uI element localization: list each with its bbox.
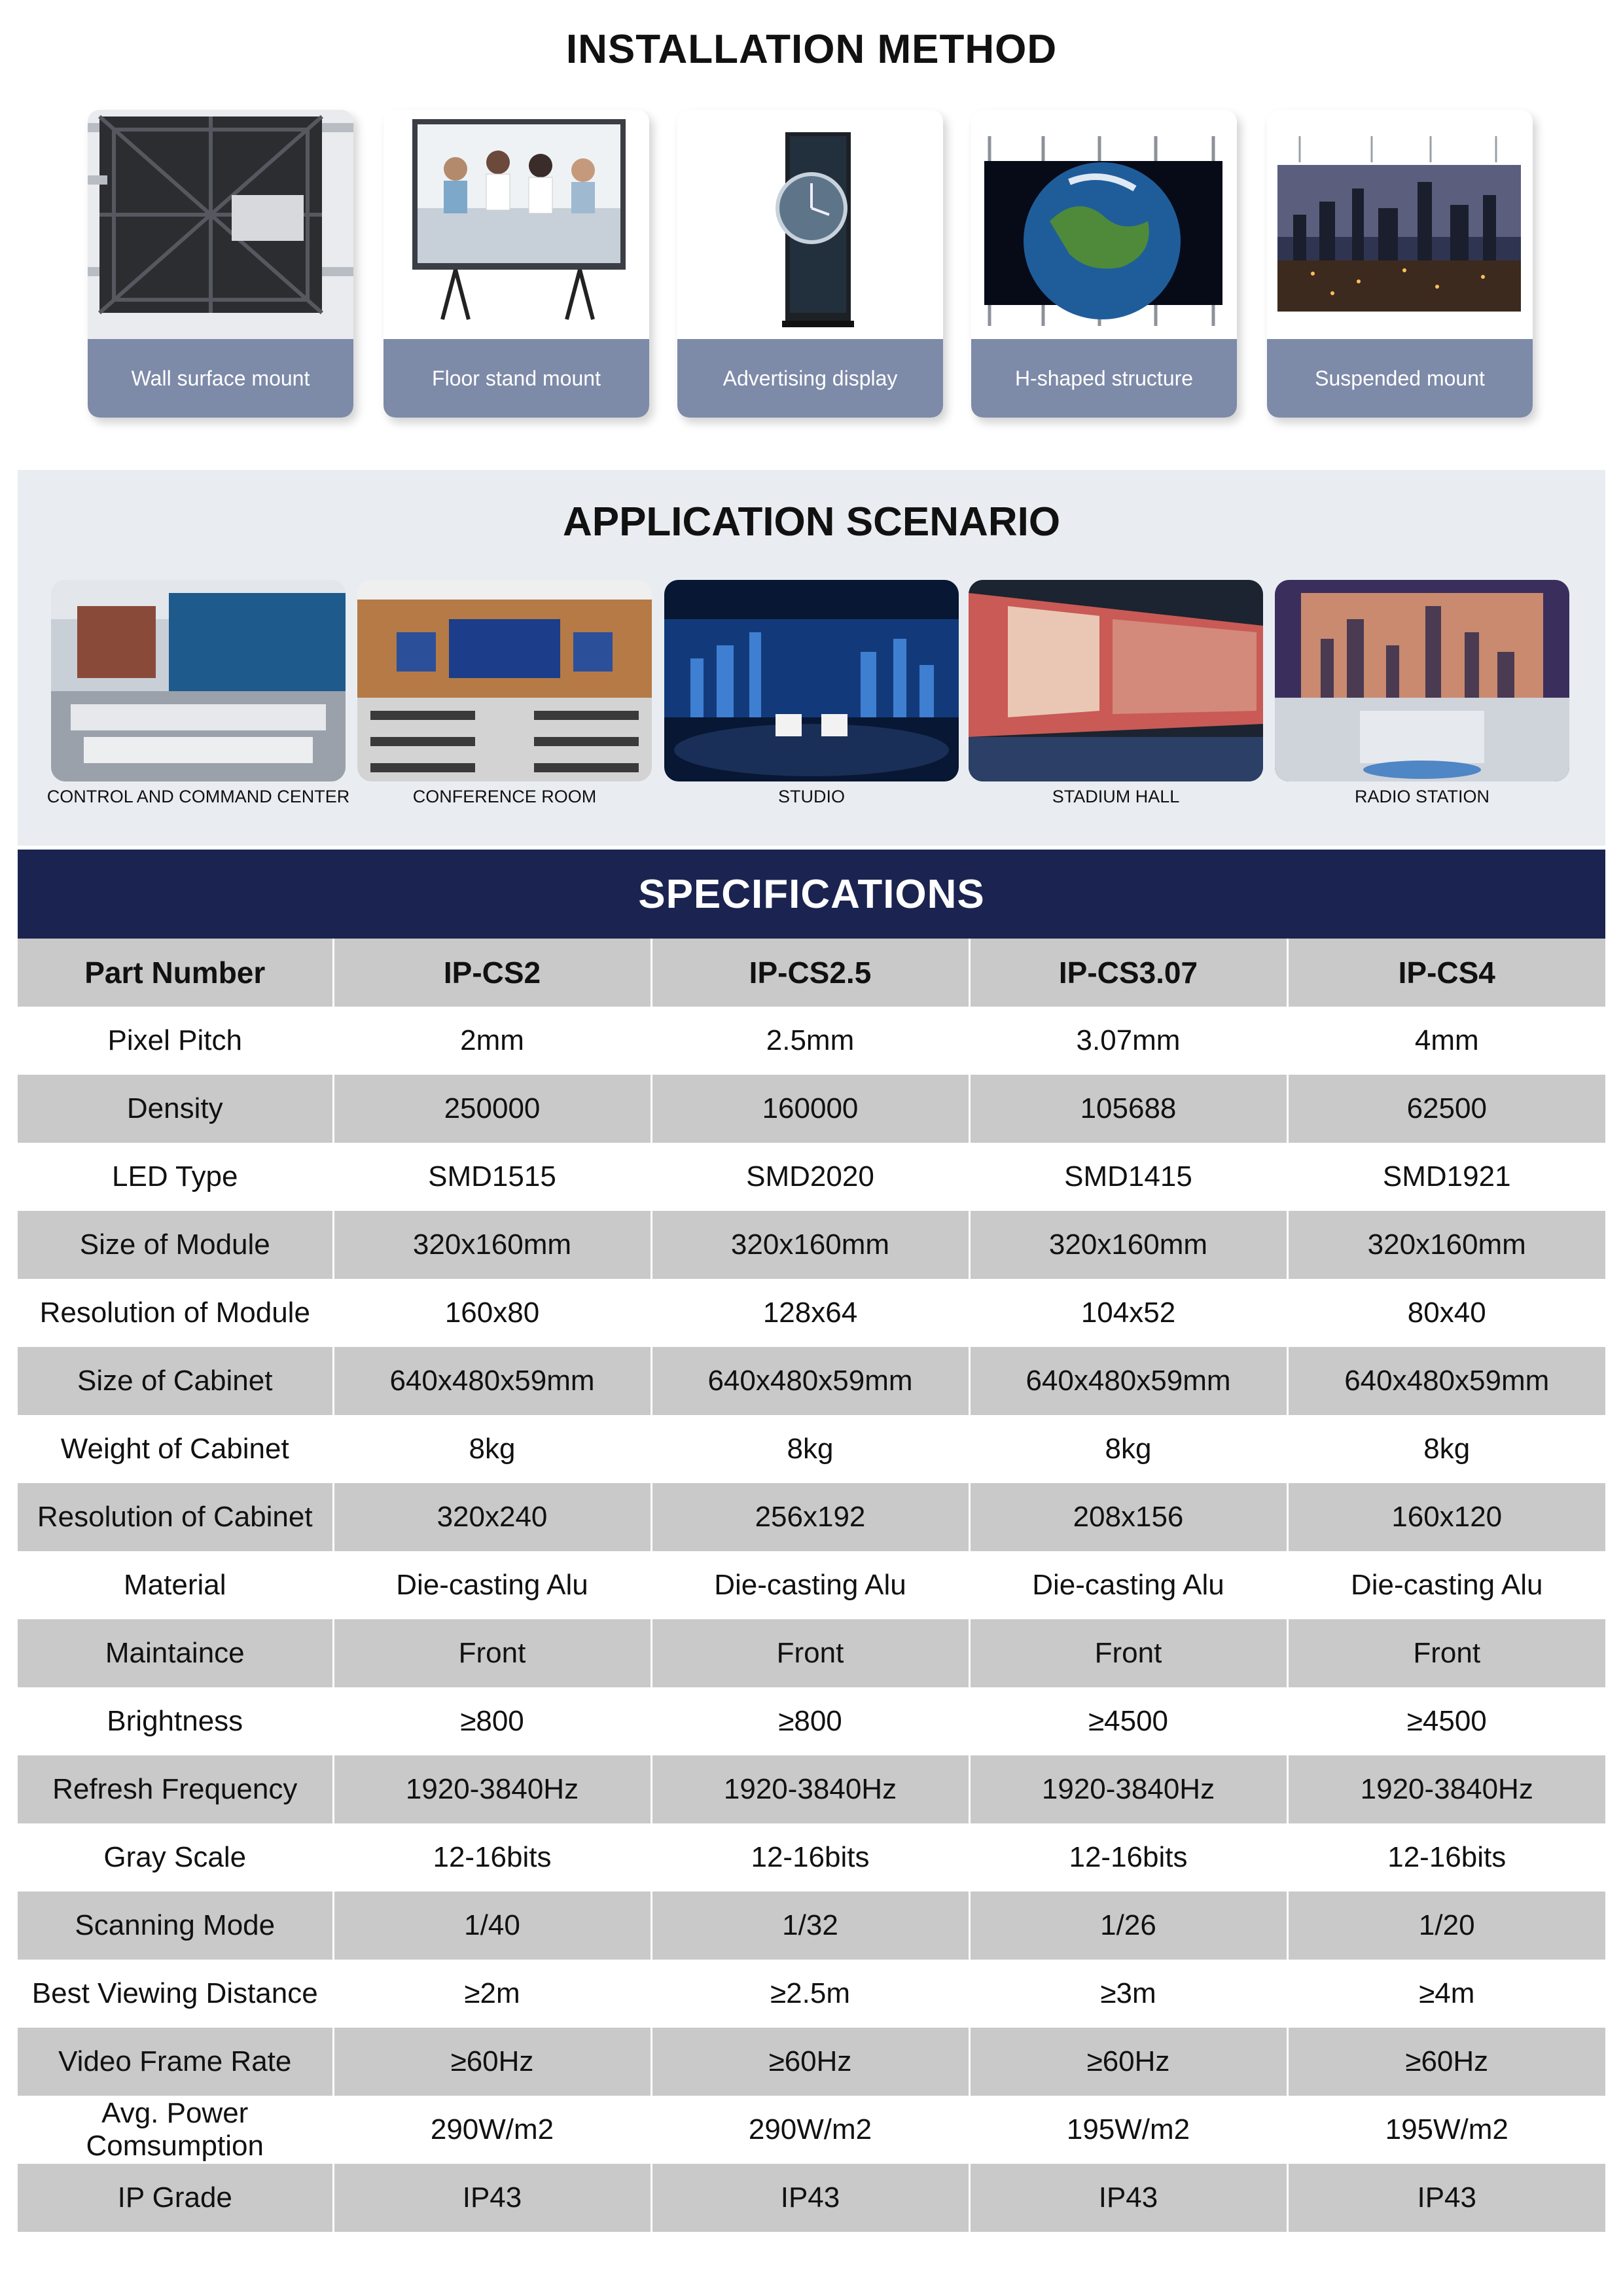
- spec-value-cell: ≥4500: [1287, 1687, 1605, 1755]
- spec-row-label: Resolution of Module: [18, 1279, 333, 1347]
- table-row: [18, 2096, 1605, 2164]
- table-row: [18, 1619, 1605, 1687]
- table-row: [18, 1075, 1605, 1143]
- table-row: [18, 1415, 1605, 1483]
- spec-value-cell: 12-16bits: [651, 1823, 969, 1892]
- spec-header-cell: IP-CS3.07: [969, 939, 1287, 1007]
- table-row: [18, 1143, 1605, 1211]
- table-row: [18, 1483, 1605, 1551]
- spec-value-cell: 128x64: [651, 1279, 969, 1347]
- spec-value-cell: 8kg: [969, 1415, 1287, 1483]
- spec-value-cell: 1/32: [651, 1892, 969, 1960]
- spec-value-cell: 195W/m2: [1287, 2096, 1605, 2164]
- spec-value-cell: Die-casting Alu: [1287, 1551, 1605, 1619]
- spec-value-cell: 1/40: [333, 1892, 651, 1960]
- spec-value-cell: 208x156: [969, 1483, 1287, 1551]
- spec-header-row: [18, 939, 1605, 1007]
- spec-value-cell: SMD1921: [1287, 1143, 1605, 1211]
- spec-value-cell: 12-16bits: [333, 1823, 651, 1892]
- spec-value-cell: IP43: [1287, 2164, 1605, 2232]
- spec-value-cell: 640x480x59mm: [1287, 1347, 1605, 1415]
- spec-value-cell: IP43: [333, 2164, 651, 2232]
- spec-value-cell: SMD2020: [651, 1143, 969, 1211]
- spec-value-cell: 195W/m2: [969, 2096, 1287, 2164]
- spec-value-cell: Die-casting Alu: [333, 1551, 651, 1619]
- app-label-studio: STUDIO: [777, 787, 845, 806]
- studio-photo-icon: [664, 580, 959, 781]
- spec-value-cell: 290W/m2: [651, 2096, 969, 2164]
- spec-value-cell: 640x480x59mm: [651, 1347, 969, 1415]
- spec-value-cell: 105688: [969, 1075, 1287, 1143]
- install-card-floor: [383, 110, 649, 418]
- table-row: [18, 1279, 1605, 1347]
- spec-value-cell: Front: [1287, 1619, 1605, 1687]
- install-card-advertising: [677, 110, 943, 418]
- install-label-wall: Wall surface mount: [88, 339, 353, 418]
- app-photo-conference-room: [357, 580, 652, 781]
- spec-row-label: Refresh Frequency: [18, 1755, 333, 1823]
- spec-value-cell: 320x160mm: [333, 1211, 651, 1279]
- specifications-table: [18, 939, 1605, 2232]
- spec-value-cell: ≥800: [651, 1687, 969, 1755]
- spec-row-label: Brightness: [18, 1687, 333, 1755]
- spec-row-label: IP Grade: [18, 2164, 333, 2232]
- spec-row-label: Resolution of Cabinet: [18, 1483, 333, 1551]
- specifications-title: SPECIFICATIONS: [18, 850, 1605, 939]
- spec-row-label: Video Frame Rate: [18, 2028, 333, 2096]
- spec-value-cell: 8kg: [651, 1415, 969, 1483]
- spec-value-cell: 12-16bits: [969, 1823, 1287, 1892]
- spec-value-cell: 320x160mm: [969, 1211, 1287, 1279]
- spec-row-label: Best Viewing Distance: [18, 1960, 333, 2028]
- spec-header-cell: IP-CS2: [333, 939, 651, 1007]
- spec-value-cell: ≥2.5m: [651, 1960, 969, 2028]
- application-title: APPLICATION SCENARIO: [562, 499, 1061, 545]
- spec-value-cell: 1/26: [969, 1892, 1287, 1960]
- spec-value-cell: 640x480x59mm: [969, 1347, 1287, 1415]
- floor-stand-photo-icon: [383, 110, 649, 339]
- spec-row-label: Size of Cabinet: [18, 1347, 333, 1415]
- spec-value-cell: 160x80: [333, 1279, 651, 1347]
- app-label-radio-station: RADIO STATION: [1354, 787, 1489, 806]
- table-row: [18, 1687, 1605, 1755]
- table-row: [18, 2028, 1605, 2096]
- spec-value-cell: 80x40: [1287, 1279, 1605, 1347]
- spec-header-cell: IP-CS4: [1287, 939, 1605, 1007]
- spec-value-cell: ≥4500: [969, 1687, 1287, 1755]
- spec-value-cell: 290W/m2: [333, 2096, 651, 2164]
- spec-value-cell: 160000: [651, 1075, 969, 1143]
- spec-value-cell: ≥60Hz: [1287, 2028, 1605, 2096]
- spec-row-label: Size of Module: [18, 1211, 333, 1279]
- spec-value-cell: IP43: [651, 2164, 969, 2232]
- spec-value-cell: Front: [651, 1619, 969, 1687]
- spec-value-cell: ≥2m: [333, 1960, 651, 2028]
- install-card-h-structure: [971, 110, 1237, 418]
- table-row: [18, 1007, 1605, 1075]
- spec-value-cell: 256x192: [651, 1483, 969, 1551]
- spec-value-cell: 320x160mm: [651, 1211, 969, 1279]
- spec-value-cell: 62500: [1287, 1075, 1605, 1143]
- install-label-h-structure: H-shaped structure: [971, 339, 1237, 418]
- wall-mount-photo-icon: [88, 110, 353, 339]
- spec-value-cell: Die-casting Alu: [651, 1551, 969, 1619]
- spec-row-label: Gray Scale: [18, 1823, 333, 1892]
- spec-header-cell: Part Number: [18, 939, 333, 1007]
- spec-row-label: Weight of Cabinet: [18, 1415, 333, 1483]
- app-label-conference-room: CONFERENCE ROOM: [412, 787, 597, 806]
- h-structure-photo-icon: [971, 110, 1237, 339]
- table-row: [18, 1755, 1605, 1823]
- installation-title: INSTALLATION METHOD: [565, 27, 1058, 72]
- spec-value-cell: ≥3m: [969, 1960, 1287, 2028]
- table-row: [18, 1892, 1605, 1960]
- conference-room-photo-icon: [357, 580, 652, 781]
- install-card-wall: [88, 110, 353, 418]
- app-photo-studio: [664, 580, 959, 781]
- spec-header-cell: IP-CS2.5: [651, 939, 969, 1007]
- stadium-hall-photo-icon: [969, 580, 1263, 781]
- app-photo-radio-station: [1275, 580, 1569, 781]
- radio-station-photo-icon: [1275, 580, 1569, 781]
- spec-value-cell: 3.07mm: [969, 1007, 1287, 1075]
- spec-value-cell: IP43: [969, 2164, 1287, 2232]
- spec-row-label: Pixel Pitch: [18, 1007, 333, 1075]
- spec-value-cell: 12-16bits: [1287, 1823, 1605, 1892]
- table-row: [18, 1960, 1605, 2028]
- spec-row-label: Scanning Mode: [18, 1892, 333, 1960]
- spec-value-cell: 1/20: [1287, 1892, 1605, 1960]
- spec-value-cell: ≥60Hz: [333, 2028, 651, 2096]
- app-photo-stadium-hall: [969, 580, 1263, 781]
- spec-value-cell: 1920-3840Hz: [969, 1755, 1287, 1823]
- spec-value-cell: Front: [333, 1619, 651, 1687]
- spec-value-cell: SMD1515: [333, 1143, 651, 1211]
- spec-value-cell: 4mm: [1287, 1007, 1605, 1075]
- spec-row-label: LED Type: [18, 1143, 333, 1211]
- spec-row-label: Maintaince: [18, 1619, 333, 1687]
- app-photo-control-center: [51, 580, 346, 781]
- spec-value-cell: 160x120: [1287, 1483, 1605, 1551]
- spec-value-cell: Die-casting Alu: [969, 1551, 1287, 1619]
- table-row: [18, 2164, 1605, 2232]
- poster-display-photo-icon: [677, 110, 943, 339]
- spec-value-cell: 104x52: [969, 1279, 1287, 1347]
- spec-row-label: Density: [18, 1075, 333, 1143]
- spec-row-label: Material: [18, 1551, 333, 1619]
- spec-value-cell: ≥60Hz: [651, 2028, 969, 2096]
- suspended-mount-photo-icon: [1267, 110, 1533, 339]
- control-center-photo-icon: [51, 580, 346, 781]
- spec-value-cell: ≥4m: [1287, 1960, 1605, 2028]
- spec-value-cell: 250000: [333, 1075, 651, 1143]
- table-row: [18, 1347, 1605, 1415]
- spec-value-cell: 1920-3840Hz: [651, 1755, 969, 1823]
- table-row: [18, 1211, 1605, 1279]
- spec-value-cell: 320x240: [333, 1483, 651, 1551]
- install-card-suspended: [1267, 110, 1533, 418]
- spec-value-cell: 2mm: [333, 1007, 651, 1075]
- spec-value-cell: ≥800: [333, 1687, 651, 1755]
- app-label-stadium-hall: STADIUM HALL: [1052, 787, 1180, 806]
- spec-value-cell: 2.5mm: [651, 1007, 969, 1075]
- app-label-control-center: CONTROL AND COMMAND CENTER: [46, 787, 350, 806]
- spec-value-cell: 8kg: [333, 1415, 651, 1483]
- spec-value-cell: Front: [969, 1619, 1287, 1687]
- spec-row-label: Avg. Power Comsumption: [18, 2096, 333, 2164]
- table-row: [18, 1551, 1605, 1619]
- spec-value-cell: SMD1415: [969, 1143, 1287, 1211]
- spec-value-cell: 320x160mm: [1287, 1211, 1605, 1279]
- spec-value-cell: 1920-3840Hz: [333, 1755, 651, 1823]
- spec-value-cell: 8kg: [1287, 1415, 1605, 1483]
- table-row: [18, 1823, 1605, 1892]
- install-label-suspended: Suspended mount: [1267, 339, 1533, 418]
- spec-value-cell: 1920-3840Hz: [1287, 1755, 1605, 1823]
- spec-value-cell: ≥60Hz: [969, 2028, 1287, 2096]
- install-label-floor: Floor stand mount: [383, 339, 649, 418]
- spec-table-body: [18, 1007, 1605, 2232]
- spec-value-cell: 640x480x59mm: [333, 1347, 651, 1415]
- install-label-advertising: Advertising display: [677, 339, 943, 418]
